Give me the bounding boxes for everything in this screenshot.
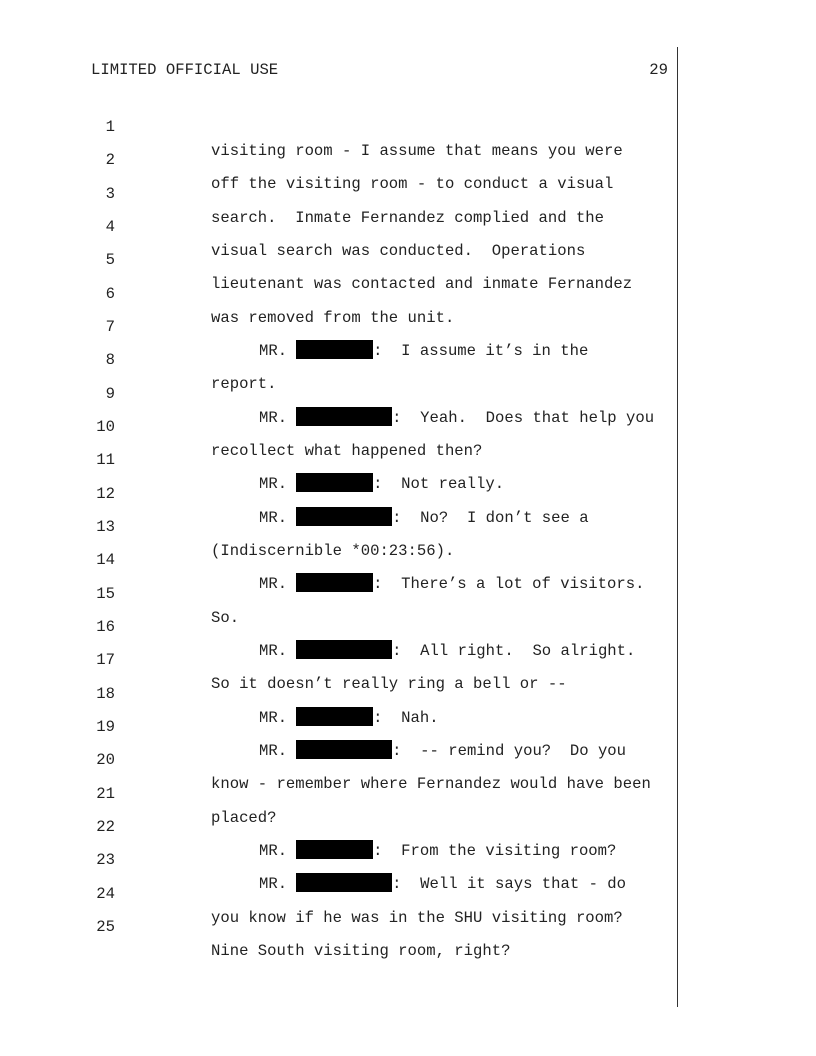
line-number: 5 [105, 251, 115, 269]
speaker-prefix: MR. [259, 342, 288, 360]
line-number: 15 [96, 585, 115, 603]
line-text: visual search was conducted. Operations [211, 242, 586, 260]
speaker-line-text: : From the visiting room? [373, 842, 617, 860]
speaker-prefix: MR. [259, 875, 288, 893]
line-number: 24 [96, 885, 115, 903]
page-header-classification: LIMITED OFFICIAL USE [91, 61, 279, 79]
speaker-line-text: : All right. So alright. [392, 642, 636, 660]
speaker-line-text: : Well it says that - do [392, 875, 627, 893]
page-number: 29 [649, 61, 668, 79]
speaker-prefix: MR. [259, 575, 288, 593]
speaker-prefix: MR. [259, 842, 288, 860]
speaker-prefix: MR. [259, 409, 288, 427]
speaker-line-text: : Nah. [373, 709, 439, 727]
line-number: 2 [105, 151, 115, 169]
line-number: 14 [96, 551, 115, 569]
speaker-line-text: : I assume it’s in the [373, 342, 589, 360]
line-number: 11 [96, 451, 115, 469]
speaker-line-text: : There’s a lot of visitors. [373, 575, 645, 593]
line-text: know - remember where Fernandez would have been [211, 775, 651, 793]
line-number: 17 [96, 651, 115, 669]
line-number: 10 [96, 418, 115, 436]
speaker-prefix: MR. [259, 509, 288, 527]
line-number: 9 [105, 385, 115, 403]
speaker-prefix: MR. [259, 642, 288, 660]
line-text: So it doesn’t really ring a bell or -- [211, 675, 567, 693]
speaker-line-text: : Not really. [373, 475, 505, 493]
line-number: 12 [96, 485, 115, 503]
line-number: 4 [105, 218, 115, 236]
line-number: 19 [96, 718, 115, 736]
line-text: search. Inmate Fernandez complied and the [211, 209, 605, 227]
line-number: 25 [96, 918, 115, 936]
line-number: 13 [96, 518, 115, 536]
line-text: report. [211, 375, 277, 393]
speaker-line-text: : No? I don’t see a [392, 509, 589, 527]
line-text: you know if he was in the SHU visiting room? [211, 909, 623, 927]
line-text: was removed from the unit. [211, 309, 455, 327]
transcript-line [0, 91, 816, 160]
line-number: 20 [96, 751, 115, 769]
line-text: off the visiting room - to conduct a visual [211, 175, 614, 193]
speaker-prefix: MR. [259, 742, 288, 760]
line-text: placed? [211, 809, 277, 827]
line-number: 3 [105, 185, 115, 203]
speaker-prefix: MR. [259, 475, 288, 493]
speaker-line-text: : -- remind you? Do you [392, 742, 627, 760]
line-number: 6 [105, 285, 115, 303]
line-text: (Indiscernible *00:23:56). [211, 542, 455, 560]
line-number: 16 [96, 618, 115, 636]
line-text: recollect what happened then? [211, 442, 483, 460]
line-text: lieutenant was contacted and inmate Fernandez [211, 275, 633, 293]
speaker-prefix: MR. [259, 709, 288, 727]
line-text: Nine South visiting room, right? [211, 942, 511, 960]
line-number: 7 [105, 318, 115, 336]
line-number: 21 [96, 785, 115, 803]
line-number: 22 [96, 818, 115, 836]
speaker-line-text: : Yeah. Does that help you [392, 409, 655, 427]
line-text: visiting room - I assume that means you were [211, 142, 623, 160]
line-number: 18 [96, 685, 115, 703]
line-text: So. [211, 609, 240, 627]
line-number: 1 [105, 118, 115, 136]
line-number: 23 [96, 851, 115, 869]
line-number: 8 [105, 351, 115, 369]
